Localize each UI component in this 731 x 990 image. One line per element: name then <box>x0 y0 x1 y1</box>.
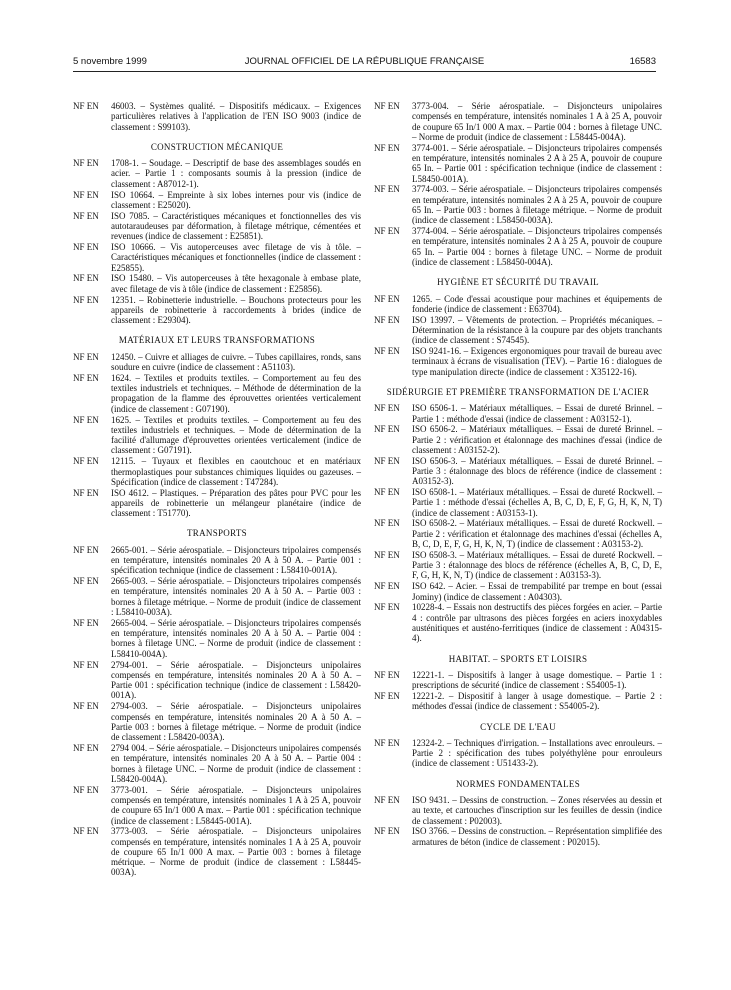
standard-prefix: NF EN <box>374 795 400 806</box>
standard-entry <box>374 294 662 315</box>
standard-prefix: NF EN <box>374 184 400 195</box>
standard-description: 2665-004. – Série aérospatiale. – Disjoncteurs tripolaires compensés en température, intensités nominales 20 A à 50 A. – Partie 004 : bornes à filetage UNC. – Norme de produit (indice de classement : L58410-004A). <box>111 617 361 659</box>
standard-description: 1265. – Code d'essai acoustique pour machines et équipements de fonderie (indice de classement : E63704). <box>412 293 662 314</box>
standard-entry <box>374 456 662 487</box>
standard-entry <box>374 487 662 518</box>
page-header <box>73 56 656 70</box>
right-column <box>374 101 662 848</box>
standard-description: 3773-003. – Série aérospatiale. – Disjoncteurs unipolaires compensés en température, intensités nominales 1 A à 25 A, pouvoir de coupure 65 In/1 000 A max. – Partie 003 : bornes à filetage métrique. – Norme de produit (indice de classement : L58445-003A). <box>111 826 361 878</box>
standard-entry <box>73 576 361 617</box>
standard-prefix: NF EN <box>73 351 99 362</box>
standard-description: 46003. – Systèmes qualité. – Dispositifs médicaux. – Exigences particulières relatives à l'application de l'EN ISO 9003 (indice de classement : S99103). <box>111 101 361 132</box>
standard-entry <box>374 143 662 184</box>
standard-entry <box>374 826 662 847</box>
standard-description: 3773-004. – Série aérospatiale. – Disjoncteurs unipolaires compensés en température, intensités nominales 1 A à 25 A, pouvoir de coupure 65 In/1 000 A max. – Partie 004 : bornes à filetage UNC. – Norme de produit (indice de classement : L58445-004A). <box>412 101 662 142</box>
standard-description: ISO 10664. – Empreinte à six lobes internes pour vis (indice de classement : E25020). <box>111 189 361 210</box>
standard-description: ISO 3766. – Dessins de construction. – Représentation simplifiée des armatures de béton (indice de classement : P02015). <box>412 826 662 847</box>
standard-prefix: NF EN <box>374 690 400 701</box>
standard-prefix: NF EN <box>73 617 99 628</box>
standard-description: 3774-003. – Série aérospatiale. – Disjoncteurs tripolaires compensés en température, intensités nominales 2 A à 25 A, pouvoir de coupure 65 In. – Partie 003 : bornes à filetage métrique. – Norme de produit (indice de classement : L58450-003A). <box>412 184 662 226</box>
standard-description: 2794 004. – Série aérospatiale. – Disjoncteurs unipolaires compensés en température, intensités nominales 20 A à 50 A. – Partie 004 : bornes à filetage UNC. – Norme de produit (indice de classement : L58420-004A). <box>111 742 361 784</box>
standard-description: ISO 6508-2. – Matériaux métalliques. – Essai de dureté Rockwell. – Partie 2 : vérification et étalonnage des machines d'essai (échelles A, B, C, D, E, F, G, H, K, N, T) (indice de classement : A03153-2). <box>412 518 662 550</box>
standard-description: 3773-001. – Série aérospatiale. – Disjoncteurs unipolaires compensés en température, intensités nominales 1 A à 25 A, pouvoir de coupure 65 In/1 000 A max. – Partie 001 : spécification technique (indice de classement : L58445-001A). <box>111 784 361 826</box>
standard-description: 12221-2. – Dispositif à langer à usage domestique. – Partie 2 : méthodes d'essai (indice de classement : S54005-2). <box>412 690 662 712</box>
standard-description: ISO 9431. – Dessins de construction. – Zones réservées au dessin et au texte, et cartouches d'inscription sur les feuilles de dessin (indice de classement : P02003). <box>412 795 662 826</box>
section-heading: CONSTRUCTION MÉCANIQUE <box>150 141 284 152</box>
standard-entry <box>73 545 361 576</box>
standard-entry <box>374 518 662 549</box>
section-heading: NORMES FONDAMENTALES <box>455 778 581 789</box>
standard-prefix: NF EN <box>374 314 400 325</box>
standard-description: ISO 7085. – Caractéristiques mécaniques et fonctionnelles des vis autotaraudeuses par déformation, à filetage métrique, cémentées et revenues (indice de classement : E25851). <box>111 210 361 242</box>
standard-entry <box>73 743 361 784</box>
standard-description: ISO 9241-16. – Exigences ergonomiques pour travail de bureau avec terminaux à écrans de visualisation (TEV). – Partie 16 : dialogues de type manipulation directe (indice de classement : X35122-16). <box>412 346 662 377</box>
standard-prefix: NF EN <box>374 826 400 837</box>
standard-prefix: NF EN <box>73 189 99 200</box>
standard-description: ISO 15480. – Vis autoperceuses à tête hexagonale à embase plate, avec filetage de vis à tôle (indice de classement : E25856). <box>111 273 361 294</box>
standard-entry <box>73 242 361 273</box>
standard-entry <box>73 295 361 326</box>
standard-prefix: NF EN <box>73 456 99 467</box>
standard-description: 2665-003. – Série aérospatiale. – Disjoncteurs tripolaires compensés en température, intensités nominales 20 A à 50 A. – Partie 003 : bornes à filetage métrique. – Norme de produit (indice de classement : L58410-003A). <box>111 576 361 618</box>
standard-prefix: NF EN <box>374 293 400 304</box>
standard-entry <box>73 660 361 701</box>
standard-description: 2665-001. – Série aérospatiale. – Disjoncteurs tripolaires compensés en température, intensités nominales 20 A à 50 A. – Partie 001 : spécification technique (indice de classement : L58410-001A). <box>111 544 361 576</box>
header-date: 5 novembre 1999 <box>73 56 147 67</box>
standard-prefix: NF EN <box>73 659 99 670</box>
standard-description: ISO 6506-2. – Matériaux métalliques. – Essai de dureté Brinnel. – Partie 2 : vérification et étalonnage des machines d'essai (indice de classement : A03152-2). <box>412 424 662 455</box>
left-column <box>73 101 361 878</box>
section-heading: HYGIÈNE ET SÉCURITÉ DU TRAVAIL <box>437 277 599 288</box>
standard-prefix: NF EN <box>374 455 400 466</box>
standard-description: 12221-1. – Dispositifs à langer à usage domestique. – Partie 1 : prescriptions de sécurité (indice de classement : S54005-1). <box>412 669 662 691</box>
standard-entry <box>374 403 662 424</box>
standard-entry <box>374 184 662 225</box>
standard-entry <box>73 101 361 132</box>
standard-description: 1624. – Textiles et produits textiles. – Comportement au feu des textiles industriels et techniques. – Méthode de détermination de la propagation de la flamme des éprouvettes orientées verticalement (indice de classement : G07190). <box>111 372 361 414</box>
standard-description: 1708-1. – Soudage. – Descriptif de base des assemblages soudés en acier. – Partie 1 : composants soumis à la pression (indice de classement : A87012-1). <box>111 158 361 189</box>
standard-entry <box>374 346 662 377</box>
standard-entry <box>374 795 662 826</box>
standard-entry <box>73 190 361 211</box>
section-heading: HABITAT. – SPORTS ET LOISIRS <box>448 653 588 664</box>
section-heading: MATÉRIAUX ET LEURS TRANSFORMATIONS <box>118 335 316 346</box>
standard-prefix: NF EN <box>374 403 400 414</box>
standard-prefix: NF EN <box>73 294 99 305</box>
standard-entry <box>73 701 361 742</box>
standard-description: 3774-004. – Série aérospatiale. – Disjoncteurs tripolaires compensés en température, intensités nominales 2 A à 25 A, pouvoir de coupure 65 In. – Partie 004 : bornes à filetage UNC. – Norme de produit (indice de classement : L58450-004A). <box>412 226 662 267</box>
standard-prefix: NF EN <box>73 101 99 111</box>
standard-description: ISO 4612. – Plastiques. – Préparation des pâtes pour PVC pour les appareils de robinetterie un mélangeur planétaire (indice de classement : T51770). <box>111 487 361 519</box>
standard-prefix: NF EN <box>374 518 400 529</box>
header-title: JOURNAL OFFICIEL DE LA RÉPUBLIQUE FRANÇAISE <box>244 56 485 67</box>
standard-entry <box>73 415 361 456</box>
standard-prefix: NF EN <box>73 372 99 383</box>
standard-prefix: NF EN <box>73 784 99 795</box>
standard-prefix: NF EN <box>374 346 400 357</box>
standard-entry <box>374 691 662 712</box>
standard-prefix: NF EN <box>73 242 99 253</box>
standard-prefix: NF EN <box>73 576 99 587</box>
standard-prefix: NF EN <box>374 101 400 111</box>
standard-description: 3774-001. – Série aérospatiale. – Disjoncteurs tripolaires compensés en température, intensités nominales 2 A à 25 A, pouvoir de coupure 65 In. – Partie 001 : spécification technique (indice de classement : L58450-001A). <box>412 142 662 184</box>
standard-entry <box>374 602 662 643</box>
section-heading: SIDÉRURGIE ET PREMIÈRE TRANSFORMATION DE L'ACIER <box>386 386 650 397</box>
standard-entry <box>73 352 361 373</box>
standard-entry <box>374 101 662 142</box>
standard-prefix: NF EN <box>73 826 99 837</box>
standard-entry <box>73 826 361 877</box>
standard-description: 12324-2. – Techniques d'irrigation. – Installations avec enrouleurs. – Partie 2 : spécification des tubes polyéthylène pour enrouleurs (indice de classement : U51433-2). <box>412 737 662 769</box>
standard-description: 12450. – Cuivre et alliages de cuivre. – Tubes capillaires, ronds, sans soudure en cuivre (indice de classement : A51103). <box>111 351 361 373</box>
standard-description: 12351. – Robinetterie industrielle. – Bouchons protecteurs pour les appareils de robinetterie à raccordements à brides (indice de classement : E29304). <box>111 294 361 326</box>
standard-description: ISO 6506-3. – Matériaux métalliques. – Essai de dureté Brinnel. – Partie 3 : étalonnage des blocs de référence (indice de classement : A03152-3). <box>412 455 662 487</box>
standard-entry <box>374 424 662 455</box>
standard-entry <box>73 785 361 826</box>
standard-entry <box>73 158 361 189</box>
standard-description: 10228-4. – Essais non destructifs des pièces forgées en acier. – Partie 4 : contrôle par ultrasons des pièces forgées en aciers inoxydables austénitiques et austéno-ferritiques (indice de classement : A04315-4). <box>412 602 662 644</box>
standard-entry <box>374 738 662 769</box>
standard-prefix: NF EN <box>374 602 400 613</box>
standard-entry <box>374 670 662 691</box>
standard-description: 2794-003. – Série aérospatiale. – Disjoncteurs unipolaires compensés en température, intensités nominales 20 A à 50 A. – Partie 003 : bornes à filetage métrique. – Norme de produit (indice de classement : L58420-003A). <box>111 701 361 743</box>
standard-entry <box>374 550 662 581</box>
standard-entry <box>374 581 662 602</box>
standard-prefix: NF EN <box>374 226 400 237</box>
standard-entry <box>73 456 361 487</box>
header-rule <box>73 71 656 72</box>
standard-description: ISO 642. – Acier. – Essai de trempabilité par trempe en bout (essai Jominy) (indice de classement : A04303). <box>412 581 662 602</box>
standard-description: 1625. – Textiles et produits textiles. – Comportement au feu des textiles industriels et techniques. – Mode de détermination de la facilité d'allumage d'éprouvettes orientées verticalement (indice de classement : G07191). <box>111 414 361 456</box>
standard-entry <box>374 315 662 346</box>
standard-description: 2794-001. – Série aérospatiale. – Disjoncteurs unipolaires compensés en température, intensités nominales 20 A à 50 A. – Partie 001 : spécification technique (indice de classement : L58420-001A). <box>111 659 361 701</box>
standard-prefix: NF EN <box>73 210 99 221</box>
standard-description: ISO 6508-1. – Matériaux métalliques. – Essai de dureté Rockwell. – Partie 1 : méthode d'essai (échelles A, B, C, D, E, F, G, H, K, N, T) (indice de classement : A03153-1). <box>412 487 662 518</box>
standard-entry <box>73 618 361 659</box>
standard-prefix: NF EN <box>374 549 400 560</box>
standard-description: ISO 13997. – Vêtements de protection. – Propriétés mécaniques. – Détermination de la résistance à la coupure par des objets tranchants (indice de classement : S74545). <box>412 314 662 346</box>
standard-description: ISO 6508-3. – Matériaux métalliques. – Essai de dureté Rockwell. – Partie 3 : étalonnage des blocs de référence (échelles A, B, C, D, E, F, G, H, K, N, T) (indice de classement : A03153-3). <box>412 549 662 581</box>
standard-prefix: NF EN <box>374 142 400 153</box>
standard-prefix: NF EN <box>73 158 99 169</box>
header-page-number: 16583 <box>629 56 656 67</box>
section-heading: CYCLE DE L'EAU <box>480 721 556 732</box>
standard-entry <box>73 211 361 242</box>
standard-description: ISO 10666. – Vis autoperceuses avec filetage de vis à tôle. – Caractéristiques mécaniques et fonctionnelles (indice de classement : E25855). <box>111 242 361 273</box>
standard-description: 12115. – Tuyaux et flexibles en caoutchouc et en matériaux thermoplastiques pour substances chimiques liquides ou gazeuses. – Spécification (indice de classement : T47284). <box>111 456 361 487</box>
standard-prefix: NF EN <box>73 487 99 498</box>
standard-prefix: NF EN <box>73 544 99 555</box>
standard-entry <box>73 273 361 294</box>
standard-prefix: NF EN <box>374 424 400 435</box>
standard-prefix: NF EN <box>73 701 99 712</box>
section-heading: TRANSPORTS <box>187 528 247 539</box>
standard-entry <box>73 373 361 414</box>
standard-prefix: NF EN <box>73 414 99 425</box>
standard-prefix: NF EN <box>73 273 99 284</box>
standard-prefix: NF EN <box>374 669 400 680</box>
standard-prefix: NF EN <box>374 487 400 498</box>
standard-prefix: NF EN <box>73 742 99 753</box>
standard-entry <box>73 488 361 519</box>
standard-entry <box>374 226 662 267</box>
standard-prefix: NF EN <box>374 581 400 592</box>
standard-description: ISO 6506-1. – Matériaux métalliques. – Essai de dureté Brinnel. – Partie 1 : méthode d'essai (indice de classement : A03152-1). <box>412 403 662 424</box>
standard-prefix: NF EN <box>374 737 400 748</box>
